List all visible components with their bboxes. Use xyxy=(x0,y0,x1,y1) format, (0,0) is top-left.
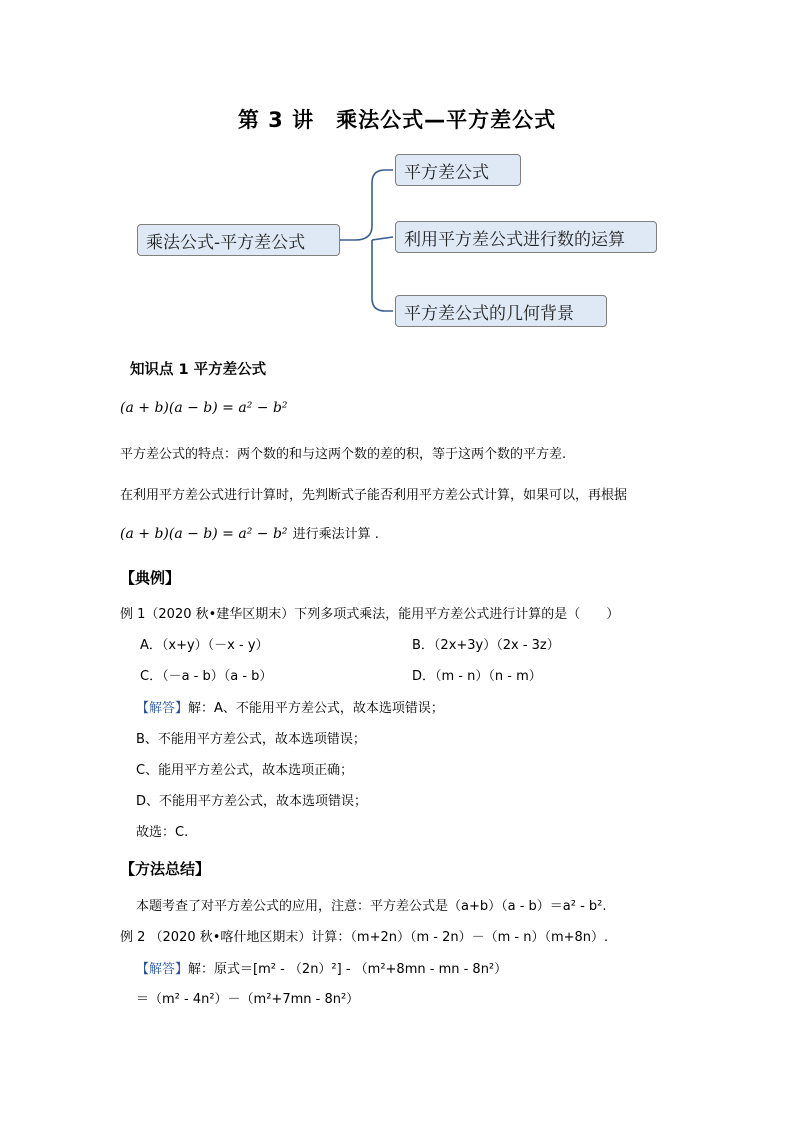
option-d: D．（m - n）（n - m） xyxy=(412,669,542,684)
example-heading: 【典例】 xyxy=(120,569,181,587)
answer-text: D、不能用平方差公式，故本选项错误； xyxy=(136,794,368,809)
answer-text: 解：A、不能用平方差公式，故本选项错误； xyxy=(188,701,444,716)
answer-text: 解：原式＝[m² - （2n）²] - （m²+8mn - mn - 8n²） xyxy=(188,962,508,977)
answer-line xyxy=(136,958,507,977)
question-text: 例 2 （2020 秋•喀什地区期末）计算：（m+2n）（m - 2n）－（m - n）（m+8n）. xyxy=(120,930,609,945)
mindmap-branch-2: 利用平方差公式进行数的运算 xyxy=(395,221,657,253)
page-title: 第 3 讲 乘法公式—平方差公式 xyxy=(237,108,557,132)
mindmap-branch-3: 平方差公式的几何背景 xyxy=(395,295,607,327)
answer-text: 故选：C. xyxy=(136,825,189,840)
mindmap-branch-1: 平方差公式 xyxy=(395,154,521,186)
answer-tag: 【解答】 xyxy=(136,701,189,716)
formula: (a + b)(a − b) = a² − b² xyxy=(120,526,288,542)
option-a: A．（x+y）（－x - y） xyxy=(140,638,269,653)
answer-tag: 【解答】 xyxy=(136,962,189,977)
section-heading: 知识点 1 平方差公式 xyxy=(130,362,267,378)
answer-line xyxy=(136,697,444,716)
method-text: 本题考查了对平方差公式的应用，注意：平方差公式是（a+b）（a - b）＝a² - b². xyxy=(136,899,607,914)
answer-text: ＝（m² - 4n²）－（m²+7mn - 8n²） xyxy=(136,992,360,1007)
answer-text: C、能用平方差公式，故本选项正确； xyxy=(136,763,354,778)
formula: (a + b)(a − b) = a² − b² xyxy=(120,400,288,416)
mindmap-root: 乘法公式-平方差公式 xyxy=(137,224,340,256)
description: 平方差公式的特点：两个数的和与这两个数的差的积，等于这两个数的平方差. xyxy=(120,447,567,462)
formula-tail: 进行乘法计算 . xyxy=(292,527,379,542)
formula-line xyxy=(120,523,379,542)
question-text: 例 1（2020 秋•建华区期末）下列多项式乘法，能用平方差公式进行计算的是（ ） xyxy=(120,607,620,622)
option-b: B．（2x+3y）（2x - 3z） xyxy=(412,638,560,653)
method-heading: 【方法总结】 xyxy=(120,860,211,878)
description: 在利用平方差公式进行计算时，先判断式子能否利用平方差公式计算，如果可以，再根据 xyxy=(120,488,628,503)
option-c: C．（－a - b）（a - b） xyxy=(140,669,273,684)
answer-text: B、不能用平方差公式，故本选项错误； xyxy=(136,732,366,747)
